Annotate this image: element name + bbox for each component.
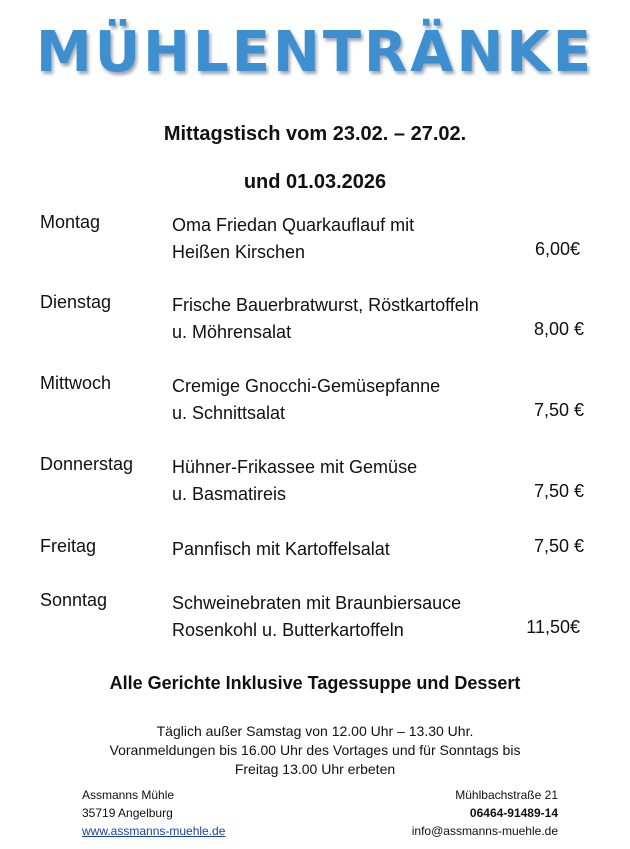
footer-address-left: [82, 786, 225, 840]
dish-description: [172, 536, 390, 563]
price: 11,50€: [526, 617, 580, 637]
dish-description: [172, 212, 414, 266]
dish-description: [172, 590, 461, 644]
dish-line: Schweinebraten mit Braunbiersauce: [172, 593, 462, 613]
dish-line: Oma Friedan Quarkauflauf mit: [172, 215, 415, 235]
dish-line: u. Basmatireis: [172, 484, 287, 504]
info-line: Täglich außer Samstag von 12.00 Uhr – 13.30 Uhr.: [156, 723, 474, 739]
headline-dates: Mittagstisch vom 23.02. – 27.02.: [163, 123, 467, 145]
business-name: Assmanns Mühle: [82, 788, 175, 802]
dish-line: Frische Bauerbratwurst, Röstkartoffeln: [172, 295, 479, 315]
day-label: Dienstag: [40, 292, 112, 312]
info-line: Voranmeldungen bis 16.00 Uhr des Vortages und für Sonntags bis: [109, 742, 521, 758]
dish-line: u. Möhrensalat: [172, 322, 292, 342]
dish-line: Pannfisch mit Kartoffelsalat: [172, 539, 390, 559]
dish-line: Hühner-Frikassee mit Gemüse: [172, 457, 418, 477]
price: 7,50 €: [533, 536, 584, 556]
footer-contact-right: [412, 786, 558, 840]
day-label: Mittwoch: [40, 373, 112, 393]
email-address[interactable]: info@assmanns-muehle.de: [411, 824, 558, 838]
dish-description: [172, 292, 479, 346]
opening-info: [0, 722, 630, 779]
website-link[interactable]: www.assmanns-muehle.de: [82, 824, 226, 838]
headline-date-extra: und 01.03.2026: [243, 171, 387, 193]
phone-number: 06464-91489-14: [469, 806, 558, 820]
postal-city: 35719 Angelburg: [82, 806, 173, 820]
price: 6,00€: [534, 239, 580, 259]
day-label: Freitag: [40, 536, 97, 556]
info-line: Freitag 13.00 Uhr erbeten: [234, 761, 396, 777]
dish-line: Rosenkohl u. Butterkartoffeln: [172, 620, 404, 640]
dish-description: [172, 454, 417, 508]
price: 7,50 €: [533, 481, 584, 501]
price: 7,50 €: [533, 400, 584, 420]
dish-description: [172, 373, 440, 427]
logo-title: MÜHLENTRÄNKE: [35, 20, 595, 85]
inclusive-note: Alle Gerichte Inklusive Tagessuppe und Dessert: [109, 673, 521, 693]
street-address: Mühlbachstraße 21: [455, 788, 558, 802]
price: 8,00 €: [533, 319, 584, 339]
day-label: Donnerstag: [40, 454, 134, 474]
dish-line: Heißen Kirschen: [172, 242, 306, 262]
day-label: Montag: [40, 212, 101, 232]
day-label: Sonntag: [40, 590, 108, 610]
dish-line: Cremige Gnocchi-Gemüsepfanne: [172, 376, 441, 396]
dish-line: u. Schnittsalat: [172, 403, 286, 423]
